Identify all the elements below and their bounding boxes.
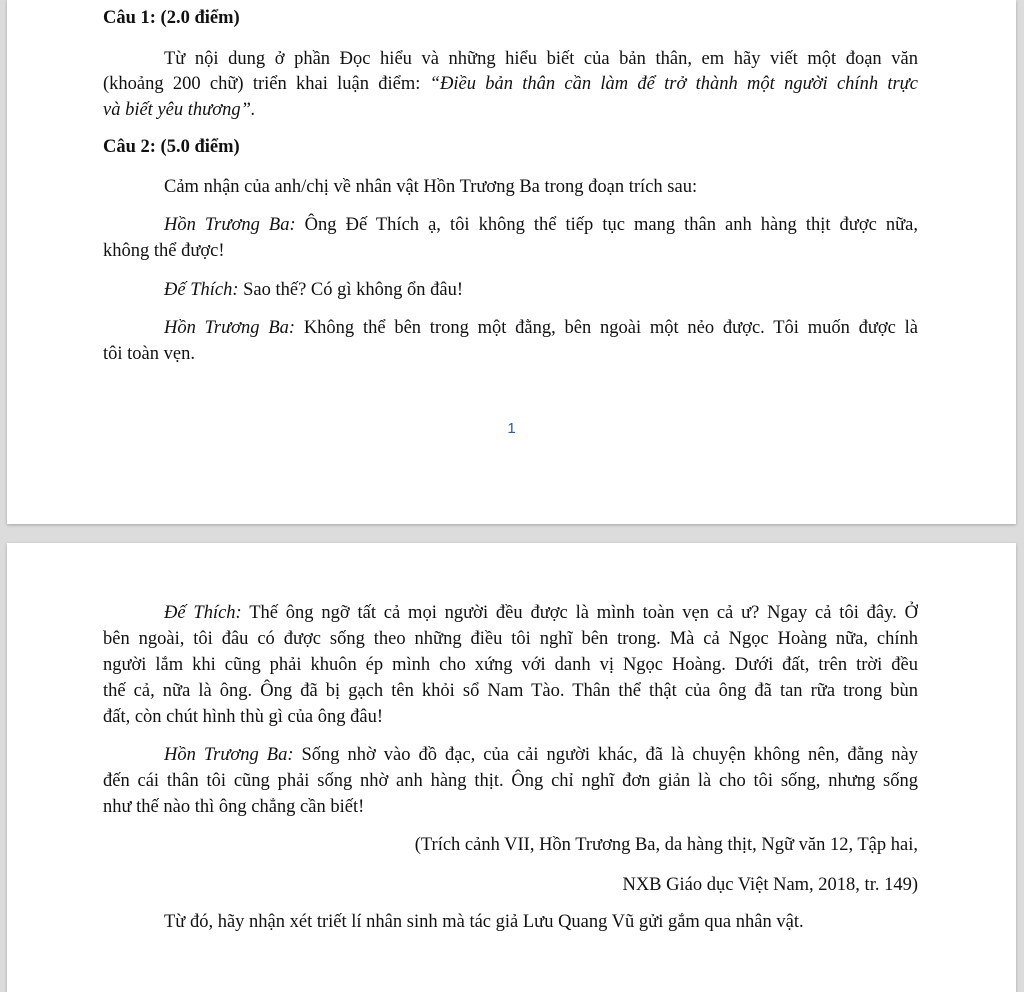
text-span: Từ nội dung ở phần Đọc hiểu và những hiểu biết của bản thân, em hãy viết một đoạn văn <box>164 49 918 69</box>
document-page-2 <box>7 543 1016 992</box>
question-1-text-line-3: và biết yêu thương”. <box>103 100 256 120</box>
question-1-text-line-1 <box>164 46 918 72</box>
question-2-intro: Cảm nhận của anh/chị về nhân vật Hồn Trương Ba trong đoạn trích sau: <box>164 177 698 197</box>
speaker-name: Đế Thích: <box>164 603 242 623</box>
dialogue-5-line-2: đến cái thân tôi cũng phải sống nhờ anh hàng thịt. Ông chỉ nghĩ đơn giản là cho tôi sống, nhưng sống <box>103 771 918 791</box>
question-1-heading: Câu 1: (2.0 điểm) <box>103 8 240 28</box>
source-citation-line-1: (Trích cảnh VII, Hồn Trương Ba, da hàng thịt, Ngữ văn 12, Tập hai, <box>414 835 918 855</box>
dialogue-4-line-3: người lắm khi cũng phải khuôn ép mình cho xứng với danh vị Ngọc Hoàng. Dưới đất, trên trời đều <box>103 655 918 675</box>
dialogue-3-line-1 <box>164 315 918 341</box>
dialogue-4-line-1 <box>164 600 918 626</box>
page-number: 1 <box>507 420 516 437</box>
final-task: Từ đó, hãy nhận xét triết lí nhân sinh mà tác giả Lưu Quang Vũ gửi gắm qua nhân vật. <box>164 912 804 932</box>
dialogue-3-line-2: tôi toàn vẹn. <box>103 344 195 364</box>
text-span: (khoảng 200 chữ) triển khai luận điểm: <box>103 74 430 94</box>
dialogue-1-line-2: không thể được! <box>103 241 225 261</box>
quoted-thesis: “Điều bản thân cần làm để trở thành một người chính trực <box>429 74 918 94</box>
text-span: Ông Đế Thích ạ, tôi không thể tiếp tục mang thân anh hàng thịt được nữa, <box>295 215 918 235</box>
source-citation-line-2: NXB Giáo dục Việt Nam, 2018, tr. 149) <box>622 875 918 895</box>
speaker-name: Đế Thích: <box>164 280 239 300</box>
speaker-name: Hồn Trương Ba: <box>164 215 296 235</box>
dialogue-1-line-1 <box>164 212 918 238</box>
question-2-heading: Câu 2: (5.0 điểm) <box>103 137 240 157</box>
dialogue-4-line-2: bên ngoài, tôi đâu có được sống theo những điều tôi nghĩ bên trong. Mà cả Ngọc Hoàng nữa, chính <box>103 629 918 649</box>
text-span: Sống nhờ vào đồ đạc, của cải người khác, đã là chuyện không nên, đằng này <box>293 745 918 765</box>
speaker-name: Hồn Trương Ba: <box>164 745 294 765</box>
dialogue-5-line-3: như thế nào thì ông chẳng cần biết! <box>103 797 365 817</box>
dialogue-5-line-1 <box>164 742 918 768</box>
document-page-1 <box>7 0 1016 524</box>
text-span: Sao thế? Có gì không ổn đâu! <box>238 280 464 300</box>
dialogue-2 <box>164 277 918 303</box>
dialogue-4-line-4: thế cả, nữa là ông. Ông đã bị gạch tên khỏi sổ Nam Tào. Thân thể thật của ông đã tan rữa trong bùn <box>103 681 918 701</box>
speaker-name: Hồn Trương Ba: <box>164 318 296 338</box>
text-span: Thế ông ngỡ tất cả mọi người đều được là mình toàn vẹn cả ư? Ngay cả tôi đây. Ở <box>241 603 918 623</box>
dialogue-4-line-5: đất, còn chút hình thù gì của ông đâu! <box>103 707 384 727</box>
text-span: Không thể bên trong một đằng, bên ngoài một nẻo được. Tôi muốn được là <box>295 318 918 338</box>
question-1-text-line-2 <box>103 71 918 97</box>
